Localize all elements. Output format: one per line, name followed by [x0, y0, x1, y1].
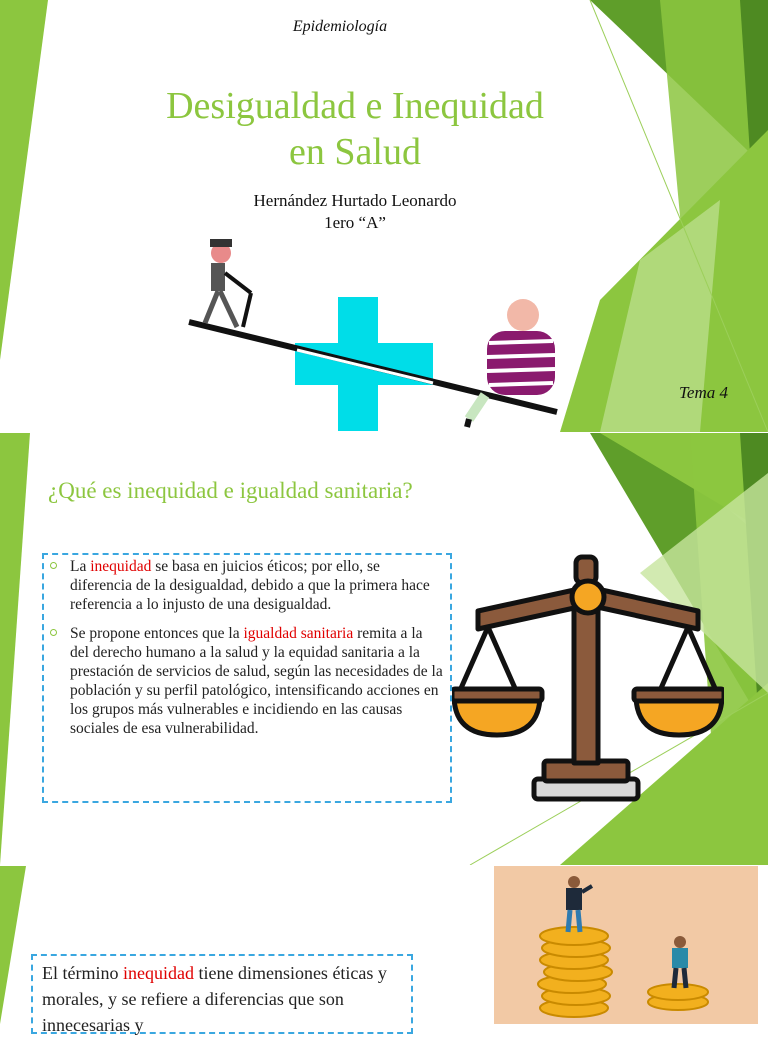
item-text: La	[70, 558, 91, 575]
definition-item	[48, 624, 444, 738]
slide-title	[100, 84, 610, 175]
bullet-icon	[50, 629, 57, 636]
paragraph-text: El término	[42, 963, 123, 983]
slide-title	[0, 0, 768, 432]
author-block	[200, 190, 510, 234]
ethics-paragraph	[42, 960, 412, 1038]
small-person	[205, 239, 251, 327]
section-question: ¿Qué es inequidad e igualdad sanitaria?	[48, 478, 413, 503]
balance-scale-icon	[452, 553, 724, 805]
paragraph-text: tiene dimensiones éticas y morales, y se refiere a diferencias que son innecesarias y	[42, 963, 387, 1035]
item-text: Se propone entonces que la	[70, 625, 244, 642]
group-label: 1ero “A”	[324, 213, 386, 232]
person-rich	[566, 876, 592, 932]
coin-stacks-drawing	[494, 866, 758, 1024]
coin-stacks-illustration	[494, 866, 758, 1024]
title-line-1: Desigualdad e Inequidad	[166, 85, 544, 127]
item-text: se basa en juicios éticos; por ello, se diferencia de la desigualdad, debido a que la primera hace referencia a lo injusto de una desigualdad.	[70, 558, 430, 613]
title-line-2: en Salud	[289, 130, 421, 173]
author-name: Hernández Hurtado Leonardo	[253, 191, 457, 210]
highlight-term: inequidad	[90, 558, 152, 575]
definition-item	[48, 557, 444, 614]
item-text: remita a la del derecho humano a la salud y la equidad sanitaria a la prestación de servicios de salud, según las necesidades de la población y su perfil patológico, intensificando acciones en los grupos más vulnerables e incidiendo en las causas sociales de esa vulnerabilidad.	[70, 625, 443, 737]
highlight-term: inequidad	[122, 963, 194, 983]
seesaw-illustration	[185, 235, 565, 432]
topic-label: Tema 4	[679, 383, 728, 402]
person-poor	[672, 936, 688, 988]
course-name: Epidemiología	[292, 18, 388, 35]
definition-list	[48, 557, 444, 748]
bullet-icon	[50, 562, 57, 569]
highlight-term: igualdad sanitaria	[243, 625, 354, 642]
